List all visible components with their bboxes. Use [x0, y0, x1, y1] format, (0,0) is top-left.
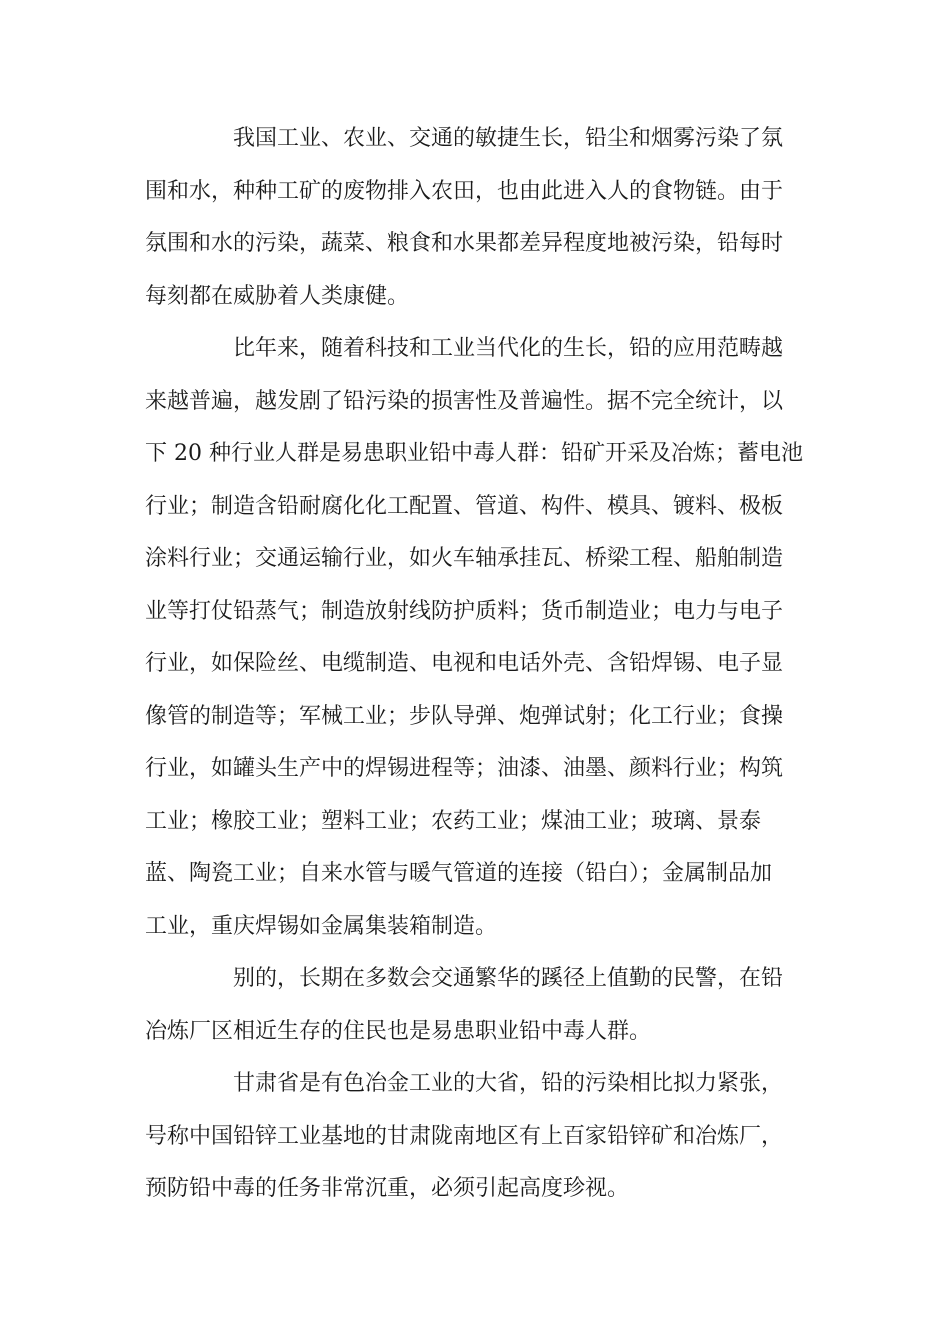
text-line: 比年来，随着科技和工业当代化的生长，铅的应用范畴越	[233, 336, 784, 361]
text-line: 冶炼厂区相近生存的住民也是易患职业铅中毒人群。	[145, 1018, 652, 1044]
text-line: 我国工业、农业、交通的敏捷生长，铅尘和烟雾污染了氛	[233, 126, 784, 151]
text-line: 工业，重庆焊锡如金属集装箱制造。	[145, 913, 498, 939]
text-line: 下 20 种行业人群是易患职业铅中毒人群：铅矿开采及冶炼；蓄电池	[145, 441, 803, 466]
paragraph-pollution-sources	[145, 113, 800, 323]
text-line: 像管的制造等；军械工业；步队导弹、炮弹试射；化工行业；食操	[145, 703, 784, 729]
text-line: 业等打仗铅蒸气；制造放射线防护质料；货币制造业；电力与电子	[145, 598, 784, 624]
text-line: 行业，如保险丝、电缆制造、电视和电话外壳、含铅焊锡、电子显	[145, 651, 784, 676]
paragraph-other-risk-groups	[145, 953, 800, 1058]
paragraph-gansu-province	[145, 1058, 800, 1216]
text-line: 号称中国铅锌工业基地的甘肃陇南地区有上百家铅锌矿和冶炼厂，	[145, 1123, 784, 1149]
text-line: 甘肃省是有色冶金工业的大省，铅的污染相比拟力紧张，	[233, 1071, 784, 1096]
text-line: 来越普遍，越发剧了铅污染的损害性及普遍性。据不完全统计，以	[145, 388, 784, 414]
paragraph-high-risk-industries	[145, 323, 803, 953]
text-line: 涂料行业；交通运输行业，如火车轴承挂瓦、桥梁工程、船舶制造	[145, 546, 784, 571]
body-text	[145, 113, 803, 1216]
text-line: 预防铅中毒的任务非常沉重，必须引起高度珍视。	[145, 1176, 630, 1201]
text-line: 蓝、陶瓷工业；自来水管与暖气管道的连接（铅白）；金属制品加	[145, 861, 773, 886]
text-line: 每刻都在威胁着人类康健。	[145, 283, 410, 309]
text-line: 围和水，种种工矿的废物排入农田，也由此进入人的食物链。由于	[145, 178, 784, 204]
text-line: 别的，长期在多数会交通繁华的蹊径上值勤的民警，在铅	[233, 966, 784, 991]
text-line: 行业；制造含铅耐腐化化工配置、管道、构件、模具、镀料、极板	[145, 493, 784, 519]
text-line: 行业，如罐头生产中的焊锡进程等；油漆、油墨、颜料行业；构筑	[145, 756, 784, 781]
text-line: 氛围和水的污染，蔬菜、粮食和水果都差异程度地被污染，铅每时	[145, 231, 784, 256]
text-line: 工业；橡胶工业；塑料工业；农药工业；煤油工业；玻璃、景泰	[145, 808, 762, 834]
